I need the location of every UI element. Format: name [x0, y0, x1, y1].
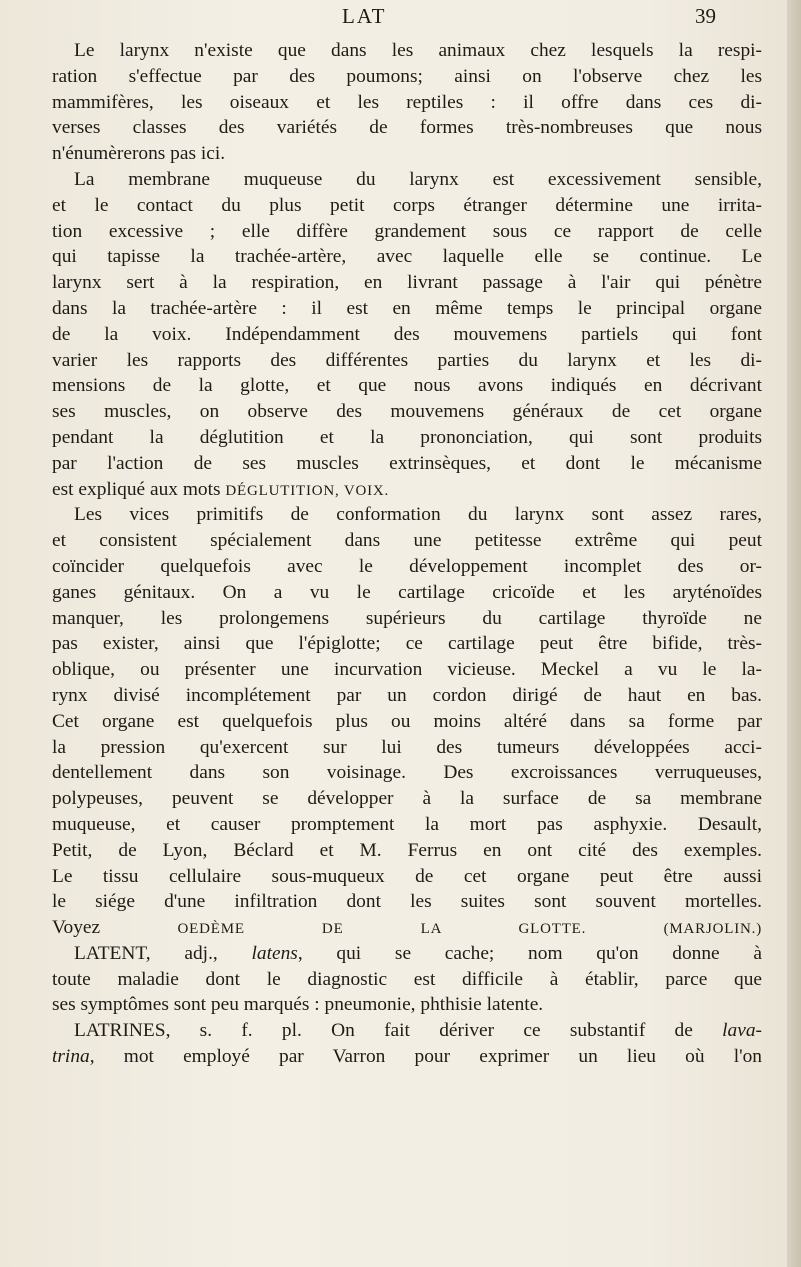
text-line — [52, 864, 762, 890]
text-span: , mot employé par Varron pour exprimer un lieu où l'on — [89, 1046, 762, 1068]
text-line — [52, 373, 762, 399]
text-line — [52, 528, 762, 554]
text-span: rynx divisé incomplétement par un cordon dirigé de haut en bas. — [52, 684, 762, 706]
text-line — [52, 451, 762, 477]
text-span: , qui se cache; nom qu'on donne à — [297, 942, 762, 964]
text-line — [52, 606, 762, 632]
text-line — [52, 915, 762, 941]
text-line — [52, 657, 762, 683]
text-span: est expliqué aux mots — [52, 478, 221, 500]
text-span: (MARJOLIN.) — [663, 921, 762, 938]
text-span: et consistent spécialement dans une petitesse extrême qui peut — [52, 530, 762, 552]
text-span: tion excessive ; elle diffère grandement sous ce rapport de celle — [52, 220, 762, 242]
text-line — [52, 296, 762, 322]
text-span: DÉGLUTITION, VOIX. — [225, 482, 390, 499]
text-line — [52, 580, 762, 606]
text-span: varier les rapports des différentes parties du larynx et les di- — [52, 349, 762, 371]
text-span: et le contact du plus petit corps étranger détermine une irrita- — [52, 194, 762, 216]
text-line — [52, 941, 762, 967]
text-line — [52, 838, 762, 864]
text-span: Le tissu cellulaire sous-muqueux de cet organe peut être aussi — [52, 865, 762, 887]
text-span: pas exister, ainsi que l'épiglotte; ce cartilage peut être bifide, très- — [52, 633, 762, 655]
text-line — [52, 38, 762, 64]
text-line — [52, 709, 762, 735]
text-span: La membrane muqueuse du larynx est excessivement sensible, — [74, 168, 762, 190]
text-span: coïncider quelquefois avec le développement incomplet des or- — [52, 555, 762, 577]
text-line — [52, 992, 762, 1018]
page-header — [52, 4, 752, 40]
text-line — [52, 219, 762, 245]
text-span: muqueuse, et causer promptement la mort pas asphyxie. Desault, — [52, 813, 762, 835]
text-span: pendant la déglutition et la prononciation, qui sont produits — [52, 426, 762, 448]
text-line — [52, 477, 762, 503]
text-span: polypeuses, peuvent se développer à la surface de sa membrane — [52, 788, 762, 810]
text-line — [52, 735, 762, 761]
body-text — [52, 38, 762, 1070]
text-line — [52, 683, 762, 709]
text-span: lava- — [722, 1020, 762, 1042]
text-line — [52, 348, 762, 374]
text-span: latens — [251, 942, 298, 964]
page-edge — [787, 0, 801, 1267]
text-line — [52, 1044, 762, 1070]
text-span: trina — [52, 1046, 90, 1068]
text-span: LATENT, adj., — [74, 942, 218, 964]
text-line — [52, 399, 762, 425]
text-line — [52, 812, 762, 838]
text-span: dans la trachée-artère : il est en même temps le principal organe — [52, 297, 762, 319]
text-span: mensions de la glotte, et que nous avons indiqués en décrivant — [52, 375, 762, 397]
text-line — [52, 141, 762, 167]
text-span: OEDÈME DE LA GLOTTE. — [177, 921, 587, 938]
text-span: LATRINES, s. f. pl. On fait dériver ce substantif de — [74, 1020, 693, 1042]
text-span: mammifères, les oiseaux et les reptiles : il offre dans ces di- — [52, 91, 762, 113]
text-span: ses muscles, on observe des mouvemens généraux de cet organe — [52, 401, 762, 423]
text-span: verses classes des variétés de formes très-nombreuses que nous — [52, 117, 762, 139]
text-line — [52, 115, 762, 141]
text-line — [52, 270, 762, 296]
text-span: manquer, les prolongemens supérieurs du cartilage thyroïde ne — [52, 607, 762, 629]
text-span: par l'action de ses muscles extrinsèques, et dont le mécanisme — [52, 452, 762, 474]
text-line — [52, 322, 762, 348]
text-line — [52, 193, 762, 219]
text-span: qui tapisse la trachée-artère, avec laquelle elle se continue. Le — [52, 246, 762, 268]
text-line — [52, 554, 762, 580]
text-span: toute maladie dont le diagnostic est difficile à établir, parce que — [52, 968, 762, 990]
text-span: oblique, ou présenter une incurvation vicieuse. Meckel a vu le la- — [52, 659, 762, 681]
running-head: LAT — [342, 4, 387, 28]
text-line — [52, 425, 762, 451]
text-span: Voyez — [52, 917, 101, 939]
text-span: de la voix. Indépendamment des mouvemens partiels qui font — [52, 323, 762, 345]
text-span: dentellement dans son voisinage. Des excroissances verruqueuses, — [52, 762, 762, 784]
text-span: Cet organe est quelquefois plus ou moins altéré dans sa forme par — [52, 710, 762, 732]
text-line — [52, 760, 762, 786]
text-span: Petit, de Lyon, Béclard et M. Ferrus en ont cité des exemples. — [52, 839, 762, 861]
text-span: larynx sert à la respiration, en livrant passage à l'air qui pénètre — [52, 272, 762, 294]
text-line — [52, 167, 762, 193]
text-line — [52, 1018, 762, 1044]
text-span: ration s'effectue par des poumons; ainsi on l'observe chez les — [52, 65, 762, 87]
text-line — [52, 967, 762, 993]
text-span: la pression qu'exercent sur lui des tumeurs développées acci- — [52, 736, 762, 758]
text-span: ses symptômes sont peu marqués : pneumonie, phthisie latente. — [52, 994, 544, 1016]
page-number: 39 — [695, 4, 716, 28]
text-span: Le larynx n'existe que dans les animaux chez lesquels la respi- — [74, 40, 762, 61]
text-span: Les vices primitifs de conformation du larynx sont assez rares, — [74, 504, 762, 526]
text-line — [52, 889, 762, 915]
text-line — [52, 90, 762, 116]
text-line — [52, 502, 762, 528]
text-span: n'énumèrerons pas ici. — [52, 143, 226, 165]
text-line — [52, 631, 762, 657]
text-line — [52, 244, 762, 270]
text-span: ganes génitaux. On a vu le cartilage cricoïde et les aryténoïdes — [52, 581, 762, 603]
text-line — [52, 64, 762, 90]
text-line — [52, 786, 762, 812]
text-span: le siége d'une infiltration dont les suites sont souvent mortelles. — [52, 891, 762, 913]
